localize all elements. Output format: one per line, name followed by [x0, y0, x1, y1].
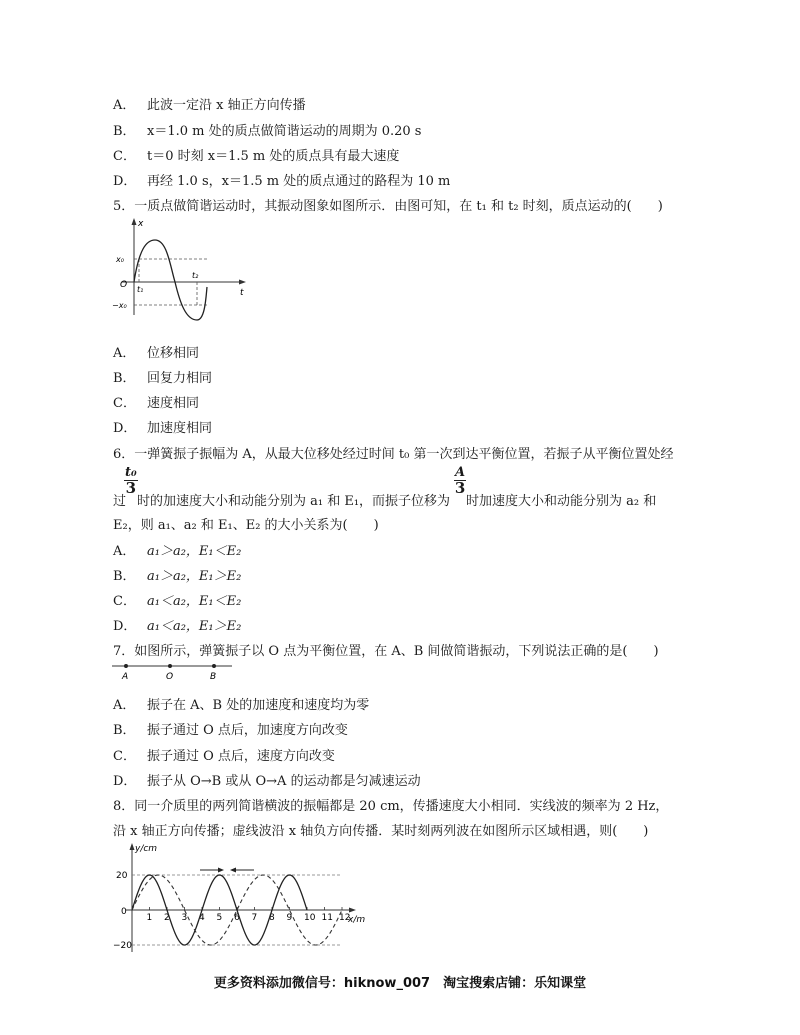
q6-stem-line2b: 时的加速度大小和动能分别为 a₁ 和 E₁，而振子位移为 [137, 494, 451, 509]
q5-t2-label: t₂ [192, 271, 199, 280]
x-tick-label-10: 10 [304, 913, 316, 923]
q4-option-a: A． 此波一定沿 x 轴正方向传播 [113, 98, 306, 113]
q5-x0-label: x₀ [116, 255, 124, 264]
x-tick-label-4: 4 [199, 913, 205, 923]
q8-stem-line1: 8．同一介质里的两列简谐横波的振幅都是 20 cm，传播速度大小相同．实线波的频率为 2 Hz， [113, 799, 669, 814]
q6-stem-line1: 6．一弹簧振子振幅为 A，从最大位移处经过时间 t₀ 第一次到达平衡位置，若振子从平衡位置处经 [113, 447, 674, 462]
q5-t1-label: t₁ [137, 285, 144, 294]
q5-vibration-graph [112, 215, 252, 330]
x-tick-label-8: 8 [269, 913, 275, 923]
q8-ylabel: y/cm [135, 844, 158, 854]
x-tick-label-9: 9 [286, 913, 293, 923]
q6-stem-line2a: 过 [113, 494, 127, 509]
q4-option-d: D． 再经 1.0 s，x＝1.5 m 处的质点通过的路程为 10 m [113, 174, 451, 189]
q6-option-c: C． a₁＜a₂，E₁＜E₂ [113, 594, 242, 609]
q5-origin-label: O [120, 280, 128, 290]
right-arrow-head [218, 868, 224, 873]
q5-option-c: C． 速度相同 [113, 396, 200, 411]
q8-y-bottom: −20 [113, 941, 132, 951]
q5-stem: 5．一质点做简谐运动时，其振动图象如图所示．由图可知，在 t₁ 和 t₂ 时刻，质点运动的( ) [113, 199, 663, 214]
x-tick-label-5: 5 [216, 913, 223, 923]
q8-stem-line2: 沿 x 轴正方向传播；虚线波沿 x 轴负方向传播．某时刻两列波在如图所示区域相遇，则( ) [113, 824, 649, 839]
x-tick-label-3: 3 [181, 913, 188, 923]
q7-option-d: D． 振子从 O→B 或从 O→A 的运动都是匀减速运动 [113, 774, 421, 789]
q7-stem: 7．如图所示，弹簧振子以 O 点为平衡位置，在 A、B 间做简谐振动，下列说法正确的是( ) [113, 644, 659, 659]
q5-axis-t-label: t [240, 288, 244, 298]
q8-xlabel: x/m [348, 915, 366, 925]
x-tick-label-7: 7 [251, 913, 258, 923]
q5-axis-x-label: x [138, 219, 144, 229]
q7-point-o: O [166, 672, 174, 682]
x-tick-label-1: 1 [146, 913, 153, 923]
q5-option-d: D． 加速度相同 [113, 421, 213, 436]
q7-point-a: A [122, 672, 129, 682]
q4-option-b: B． x＝1.0 m 处的质点做简谐运动的周期为 0.20 s [113, 124, 422, 139]
q7-option-a: A． 振子在 A、B 处的加速度和速度均为零 [113, 698, 370, 713]
q7-option-c: C． 振子通过 O 点后，速度方向改变 [113, 749, 335, 764]
q4-option-c: C． t＝0 时刻 x＝1.5 m 处的质点具有最大速度 [113, 149, 400, 164]
q8-wave-graph [112, 840, 377, 958]
q6-option-a: A． a₁＞a₂，E₁＜E₂ [113, 544, 242, 559]
left-arrow-head [230, 868, 236, 873]
q6-stem-line2c: 时加速度大小和动能分别为 a₂ 和 [466, 494, 657, 509]
x-tick-label-2: 2 [164, 913, 170, 923]
x-tick-label-12: 12 [339, 913, 351, 923]
q8-origin: 0 [121, 907, 127, 917]
q5-option-a: A． 位移相同 [113, 346, 200, 361]
q6-fraction-a-over-3: $\frac{A}{3}$ [454, 465, 466, 497]
q7-point-b: B [210, 672, 217, 682]
q8-y-top: 20 [116, 871, 128, 881]
q7-option-b: B． 振子通过 O 点后，加速度方向改变 [113, 723, 348, 738]
footer-ad: 更多资料添加微信号：hiknow_007 淘宝搜索店铺：乐知课堂 [213, 976, 587, 991]
x-tick-label-6: 6 [234, 913, 240, 923]
q5-neg-x0-label: −x₀ [112, 301, 127, 310]
q5-option-b: B． 回复力相同 [113, 371, 213, 386]
q6-option-d: D． a₁＜a₂，E₁＞E₂ [113, 619, 242, 634]
q6-stem-line3: E₂，则 a₁、a₂ 和 E₁、E₂ 的大小关系为( ) [113, 518, 379, 533]
q6-fraction-t0-over-3: $\frac{\text{t₀}}{3}$ [125, 465, 137, 497]
q7-spring-diagram [112, 660, 242, 684]
q6-option-b: B． a₁＞a₂，E₁＞E₂ [113, 569, 242, 584]
x-tick-label-11: 11 [321, 913, 333, 923]
